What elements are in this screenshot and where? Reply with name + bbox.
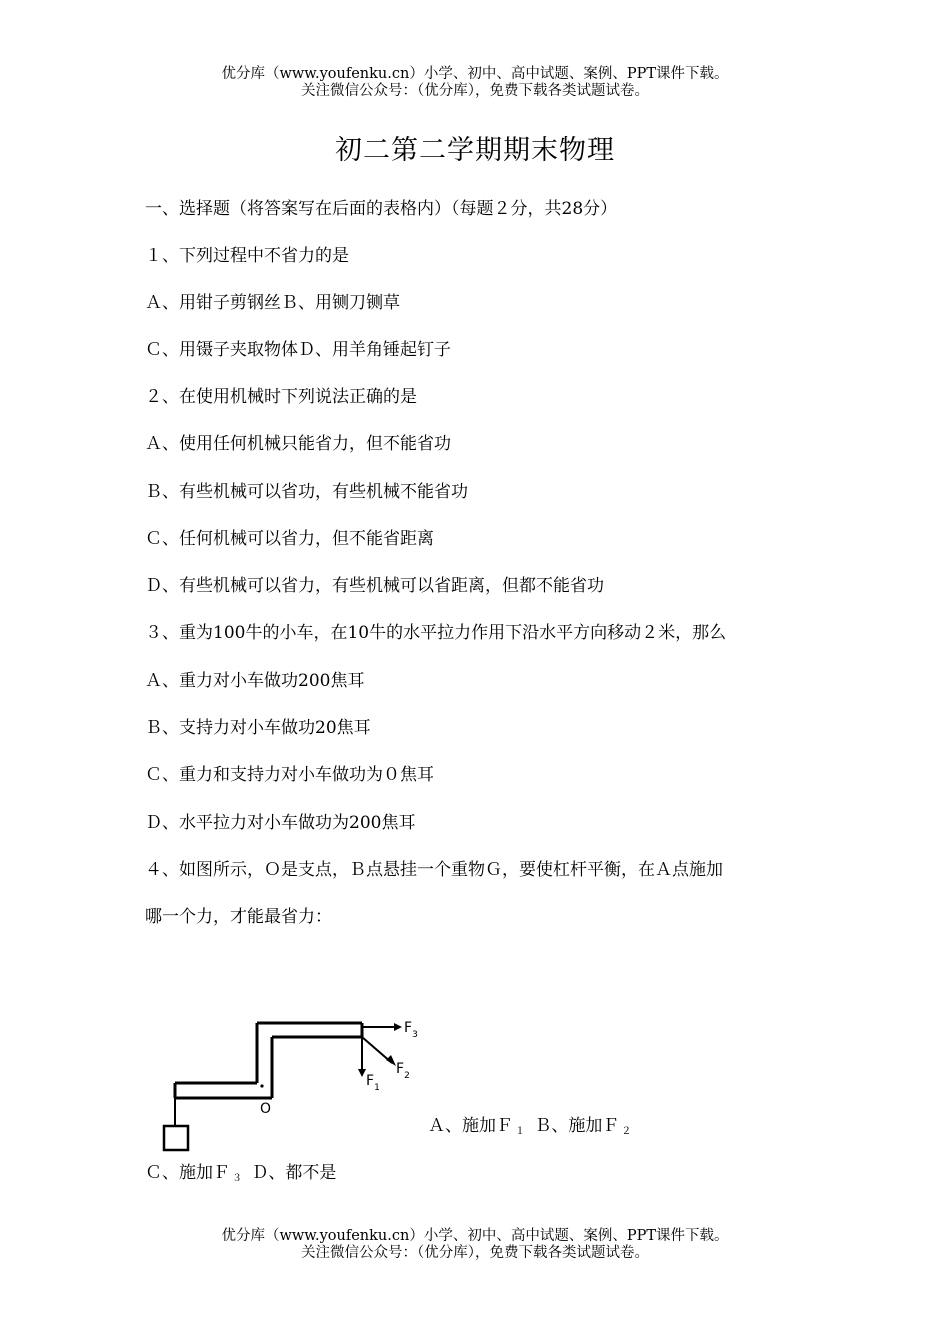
question-2-option-c: Ｃ、任何机械可以省力，但不能省距离 xyxy=(145,529,434,549)
question-2-option-b: Ｂ、有些机械可以省功，有些机械不能省功 xyxy=(145,482,468,502)
force-f3-label: $F_3$ xyxy=(404,1020,418,1040)
question-4-option-d: Ｄ、都不是 xyxy=(251,1163,337,1183)
question-4-option-a: Ａ、施加Ｆ xyxy=(428,1116,513,1136)
force-f1-arrowhead xyxy=(358,1069,366,1077)
question-3-stem: ３、重为100牛的小车，在10牛的水平拉力作用下沿水平方向移动２米，那么 xyxy=(145,623,727,643)
lever-diagram xyxy=(160,1015,430,1155)
question-3-option-b: Ｂ、支持力对小车做功20焦耳 xyxy=(145,718,371,738)
question-4-stem-line-1: ４、如图所示，Ｏ是支点，Ｂ点悬挂一个重物Ｇ，要使杠杆平衡，在Ａ点施加 xyxy=(145,860,723,880)
pivot-point xyxy=(260,1084,263,1087)
question-4-option-b: Ｂ、施加Ｆ xyxy=(534,1116,620,1136)
question-3-option-c: Ｃ、重力和支持力对小车做功为０焦耳 xyxy=(145,765,434,785)
question-3-option-a: Ａ、重力对小车做功200焦耳 xyxy=(145,671,365,691)
question-4-option-c-subscript: ３ xyxy=(232,1173,242,1184)
force-f3-arrowhead xyxy=(394,1023,402,1031)
question-4-option-a-subscript: １ xyxy=(515,1126,525,1137)
question-1-stem: １、下列过程中不省力的是 xyxy=(145,246,349,266)
question-1-options-ab: Ａ、用钳子剪钢丝Ｂ、用铡刀铡草 xyxy=(145,293,400,313)
question-2-option-d: Ｄ、有些机械可以省力，有些机械可以省距离，但都不能省功 xyxy=(145,576,604,596)
header-line-2: 关注微信公众号：（优分库），免费下载各类试题试卷。 xyxy=(301,83,649,99)
footer-line-1: 优分库（www.youfenku.cn）小学、初中、高中试题、案例、PPT课件下载。 xyxy=(221,1228,729,1244)
force-f1-label: $F_1$ xyxy=(366,1073,380,1093)
question-4-option-c: Ｃ、施加Ｆ xyxy=(145,1163,230,1183)
page-footer xyxy=(0,1228,950,1262)
pivot-label: O xyxy=(260,1101,272,1117)
question-2-option-a: Ａ、使用任何机械只能省力，但不能省功 xyxy=(145,434,451,454)
question-4-options-cd xyxy=(145,1162,336,1190)
header-line-1: 优分库（www.youfenku.cn）小学、初中、高中试题、案例、PPT课件下载。 xyxy=(221,66,729,82)
weight-box xyxy=(164,1126,188,1150)
page-title: 初二第二学期期末物理 xyxy=(335,135,615,166)
question-1-options-cd: Ｃ、用镊子夹取物体Ｄ、用羊角锤起钉子 xyxy=(145,340,451,360)
force-f2-label: $F_2$ xyxy=(396,1061,410,1081)
question-4-stem-line-2: 哪一个力，才能最省力： xyxy=(145,907,332,927)
page-header xyxy=(0,66,950,100)
footer-line-2: 关注微信公众号：（优分库），免费下载各类试题试卷。 xyxy=(301,1245,649,1261)
question-3-option-d: Ｄ、水平拉力对小车做功为200焦耳 xyxy=(145,813,416,833)
question-4-options-ab xyxy=(428,1115,635,1143)
force-f2-arrowhead xyxy=(386,1055,396,1066)
section-heading: 一、选择题（将答案写在后面的表格内）（每题２分，共28分） xyxy=(145,199,618,219)
question-2-stem: ２、在使用机械时下列说法正确的是 xyxy=(145,387,417,407)
question-4-option-b-subscript: ２ xyxy=(621,1126,632,1137)
